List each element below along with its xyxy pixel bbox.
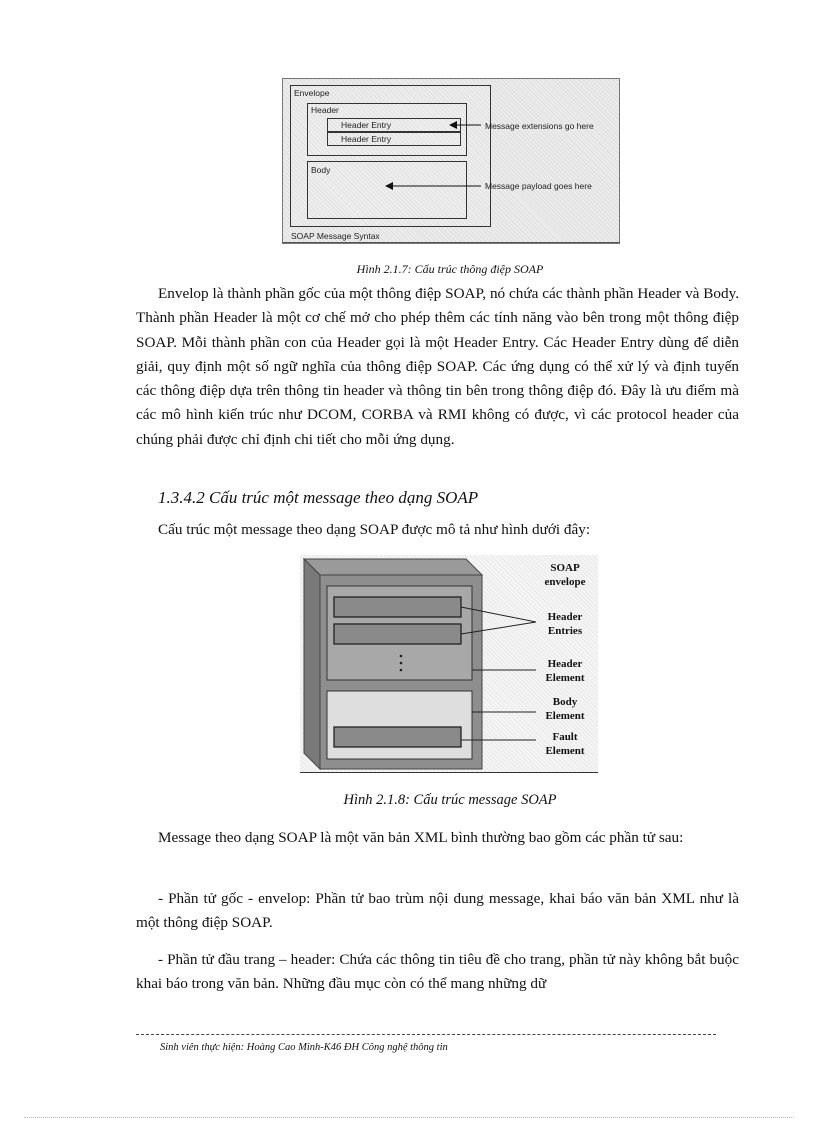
header-entry-bar-1 xyxy=(334,597,461,617)
header-entry-1-label: Header Entry xyxy=(341,120,392,130)
footer-text: Sinh viên thực hiện: Hoàng Cao Minh-K46 ĐH Công nghệ thông tin xyxy=(160,1042,448,1053)
header-entry-2-label: Header Entry xyxy=(341,134,392,144)
extensions-note: Message extensions go here xyxy=(485,121,594,131)
fault-element-bar xyxy=(334,727,461,747)
header-element-label: Header Element xyxy=(545,658,585,684)
body-element-label: Body Element xyxy=(545,696,585,722)
ellipsis-dot-1 xyxy=(400,655,403,658)
fault-element-label: Fault Element xyxy=(545,731,585,757)
soap-syntax-figure xyxy=(282,78,620,244)
body-element-box xyxy=(327,691,472,759)
header-entries-label: Header Entries xyxy=(547,611,583,637)
payload-note: Message payload goes here xyxy=(485,181,592,191)
header-label: Header xyxy=(311,105,339,115)
footer-rule xyxy=(136,1034,716,1035)
ellipsis-dot-3 xyxy=(400,669,403,672)
paragraph-envelop: Envelop là thành phần gốc của một thông điệp SOAP, nó chứa các thành phần Header và Body. Thành phần Header là một cơ chế mở cho phép thêm các tính năng vào bên trong một thông điệp SOAP. Mỗi thành phần con của Header gọi là một Header Entry. Các Header Entry dùng để diễn giải, quy định một số ngữ nghĩa của thông điệp SOAP. Các ứng dụng có thể xử lý và định tuyến các thông điệp dựa trên thông tin header và thông tin bên trong thông điệp đó. Đây là ưu điểm mà các mô hình kiến trúc như DCOM, CORBA và RMI không có được, vì các protocol header của chúng phải được chỉ định chi tiết cho mỗi ứng dụng. xyxy=(136,285,739,448)
envelope-left-face xyxy=(304,559,320,769)
envelope-top-face xyxy=(304,559,482,575)
ellipsis-dot-2 xyxy=(400,662,403,665)
page-bottom-edge xyxy=(24,1117,794,1118)
paragraph-xml-elements: Message theo dạng SOAP là một văn bản XML bình thường bao gồm các phần tử sau: xyxy=(158,829,684,846)
section-heading: 1.3.4.2 Cấu trúc một message theo dạng SOAP xyxy=(158,488,479,507)
extensions-arrow-head xyxy=(449,121,457,129)
paragraph-intro: Cấu trúc một message theo dạng SOAP được mô tả như hình dưới đây: xyxy=(158,521,591,538)
payload-arrow-head xyxy=(385,182,393,190)
envelope-label: Envelope xyxy=(294,88,330,98)
figure2-caption: Hình 2.1.8: Cấu trúc message SOAP xyxy=(343,792,557,808)
syntax-label: SOAP Message Syntax xyxy=(291,231,380,241)
header-entry-bar-2 xyxy=(334,624,461,644)
paragraph-envelop-element: - Phần tử gốc - envelop: Phần tử bao trùm nội dung message, khai báo văn bản XML như là một thông điệp SOAP. xyxy=(136,890,739,932)
figure2-bottom-rule xyxy=(300,772,598,773)
figure1-arrows xyxy=(283,79,621,245)
soap-envelope-label: SOAP envelope xyxy=(544,562,586,588)
soap-message-figure xyxy=(300,555,598,773)
body-label: Body xyxy=(311,165,331,175)
paragraph-header-element: - Phần tử đầu trang – header: Chứa các thông tin tiêu đề cho trang, phần tử này không bắt buộc khai báo trong văn bản. Những đầu mục còn có thể mang những dữ xyxy=(136,951,739,993)
figure1-bottom-rule xyxy=(282,242,620,243)
figure1-caption: Hình 2.1.7: Cấu trúc thông điệp SOAP xyxy=(356,262,544,276)
